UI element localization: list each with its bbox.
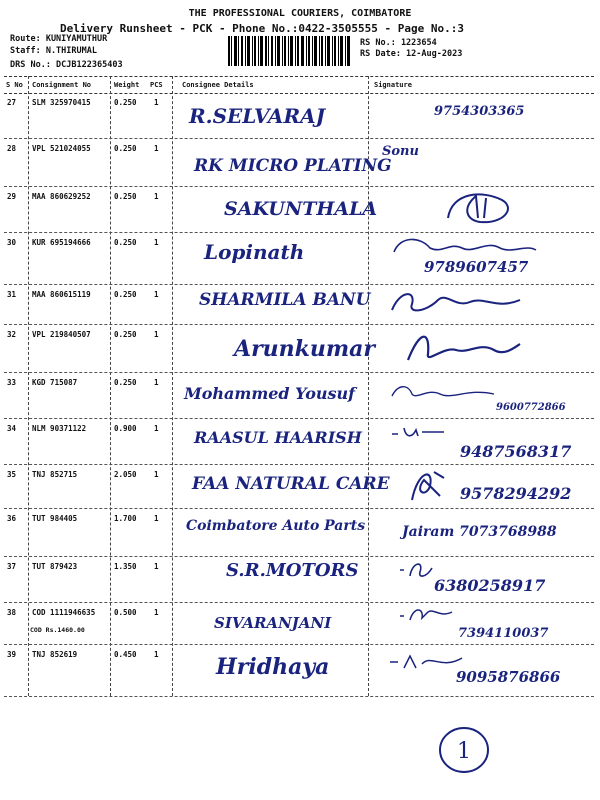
row-consignment: SLM 325970415 (32, 98, 91, 107)
col-consignment: Consignment No (32, 81, 92, 89)
consignee-handwriting: RAASUL HAARISH (194, 428, 362, 447)
consignee-handwriting: Mohammed Yousuf (184, 384, 356, 403)
row-pcs: 1 (154, 378, 159, 387)
row-consignment: KUR 695194666 (32, 238, 91, 247)
signature-handwriting: 9578294292 (460, 484, 572, 503)
row-consignment: MAA 860629252 (32, 192, 91, 201)
table-row (4, 232, 594, 285)
row-weight: 0.250 (114, 192, 137, 201)
consignee-handwriting: Hridhaya (216, 654, 330, 680)
drs-number: DRS No.: DCJB122365403 (10, 60, 123, 70)
header-subtitle: Delivery Runsheet - PCK - Phone No.:0422-3505555 - Page No.:3 (60, 22, 464, 35)
signature-scribble (404, 466, 454, 504)
col-consignee: Consignee Details (182, 81, 254, 89)
table-row (4, 186, 594, 233)
signature-scribble (396, 604, 456, 626)
row-weight: 0.250 (114, 238, 137, 247)
consignee-handwriting: RK MICRO PLATING (194, 156, 392, 176)
cod-amount: COD Rs.1460.00 (30, 626, 85, 634)
row-sno: 29 (7, 192, 17, 201)
signature-scribble (442, 188, 522, 228)
row-consignment: VPL 219840507 (32, 330, 91, 339)
row-weight: 0.500 (114, 608, 137, 617)
signature-handwriting: 7394110037 (458, 626, 549, 641)
header-title: THE PROFESSIONAL COURIERS, COIMBATORE (188, 8, 412, 19)
signature-handwriting: 9095876866 (456, 668, 561, 686)
row-sno: 30 (7, 238, 17, 247)
row-sno: 34 (7, 424, 17, 433)
consignee-handwriting: Lopinath (204, 240, 305, 264)
row-consignment: TUT 879423 (32, 562, 78, 571)
col-weight: Weight (114, 81, 140, 89)
row-consignment: TNJ 852715 (32, 470, 78, 479)
consignee-handwriting: SHARMILA BANU (199, 290, 371, 310)
row-consignment: COD 1111946635 (32, 608, 96, 617)
table-row (4, 92, 594, 139)
rs-number: RS No.: 1223654 (360, 38, 437, 48)
row-sno: 27 (7, 98, 17, 107)
table-row (4, 508, 594, 557)
row-pcs: 1 (154, 470, 159, 479)
signature-handwriting: 9754303365 (434, 104, 525, 119)
consignee-handwriting: R.SELVARAJ (189, 104, 326, 128)
col-pcs: PCS (150, 81, 163, 89)
row-pcs: 1 (154, 562, 159, 571)
barcode (228, 36, 350, 66)
row-weight: 0.450 (114, 650, 137, 659)
table-row (4, 464, 594, 509)
row-pcs: 1 (154, 608, 159, 617)
row-sno: 31 (7, 290, 17, 299)
consignee-handwriting: SAKUNTHALA (224, 198, 378, 220)
row-weight: 0.250 (114, 330, 137, 339)
consignee-handwriting: Arunkumar (234, 336, 376, 362)
signature-handwriting: 6380258917 (434, 576, 546, 595)
signature-scribble (388, 382, 498, 402)
row-pcs: 1 (154, 650, 159, 659)
row-sno: 32 (7, 330, 17, 339)
row-weight: 1.350 (114, 562, 137, 571)
row-pcs: 1 (154, 192, 159, 201)
row-sno: 35 (7, 470, 17, 479)
staff-label: Staff: N.THIRUMAL (10, 46, 97, 56)
consignee-handwriting: S.R.MOTORS (226, 560, 359, 581)
consignee-handwriting: FAA NATURAL CARE (192, 474, 390, 494)
row-sno: 38 (7, 608, 17, 617)
table-row (4, 138, 594, 187)
row-pcs: 1 (154, 98, 159, 107)
row-consignment: NLM 90371122 (32, 424, 87, 433)
consignee-handwriting: SIVARANJANI (214, 614, 332, 632)
row-sno: 33 (7, 378, 17, 387)
table-row (4, 372, 594, 419)
row-sno: 36 (7, 514, 17, 523)
row-sno: 39 (7, 650, 17, 659)
row-pcs: 1 (154, 330, 159, 339)
row-consignment: VPL 521024055 (32, 144, 91, 153)
signature-handwriting: 9487568317 (460, 442, 572, 461)
row-pcs: 1 (154, 290, 159, 299)
row-weight: 0.900 (114, 424, 137, 433)
row-weight: 1.700 (114, 514, 137, 523)
row-pcs: 1 (154, 514, 159, 523)
signature-scribble (396, 558, 436, 582)
row-weight: 0.250 (114, 290, 137, 299)
row-weight: 0.250 (114, 98, 137, 107)
row-consignment: KGD 715087 (32, 378, 78, 387)
row-pcs: 1 (154, 144, 159, 153)
signature-scribble (386, 286, 526, 320)
table-row (4, 324, 594, 373)
row-consignment: TNJ 852619 (32, 650, 78, 659)
row-sno: 37 (7, 562, 17, 571)
row-pcs: 1 (154, 238, 159, 247)
table-row (4, 602, 594, 645)
rs-date: RS Date: 12-Aug-2023 (360, 49, 463, 59)
col-signature: Signature (374, 81, 412, 89)
row-weight: 0.250 (114, 378, 137, 387)
table-row (4, 418, 594, 465)
signature-handwriting: 9600772866 (496, 402, 566, 413)
signature-handwriting: 9789607457 (424, 258, 529, 276)
row-consignment: MAA 860615119 (32, 290, 91, 299)
row-weight: 0.250 (114, 144, 137, 153)
signature-handwriting: Sonu (382, 144, 419, 159)
table-row (4, 644, 594, 697)
row-consignment: TUT 984405 (32, 514, 78, 523)
row-weight: 2.050 (114, 470, 137, 479)
col-sno: S No (6, 81, 23, 89)
consignee-handwriting: Coimbatore Auto Parts (186, 518, 366, 534)
signature-scribble (386, 650, 466, 672)
route-label: Route: KUNIYAMUTHUR (10, 34, 108, 44)
signature-scribble (404, 328, 524, 366)
page-mark-circle (436, 722, 492, 778)
row-sno: 28 (7, 144, 17, 153)
table-row (4, 284, 594, 325)
signature-handwriting: Jairam 7073768988 (402, 524, 557, 540)
signature-scribble (390, 234, 540, 256)
row-pcs: 1 (154, 424, 159, 433)
table-row (4, 556, 594, 603)
signature-scribble (388, 424, 448, 440)
page-mark-text: 1 (457, 739, 471, 764)
